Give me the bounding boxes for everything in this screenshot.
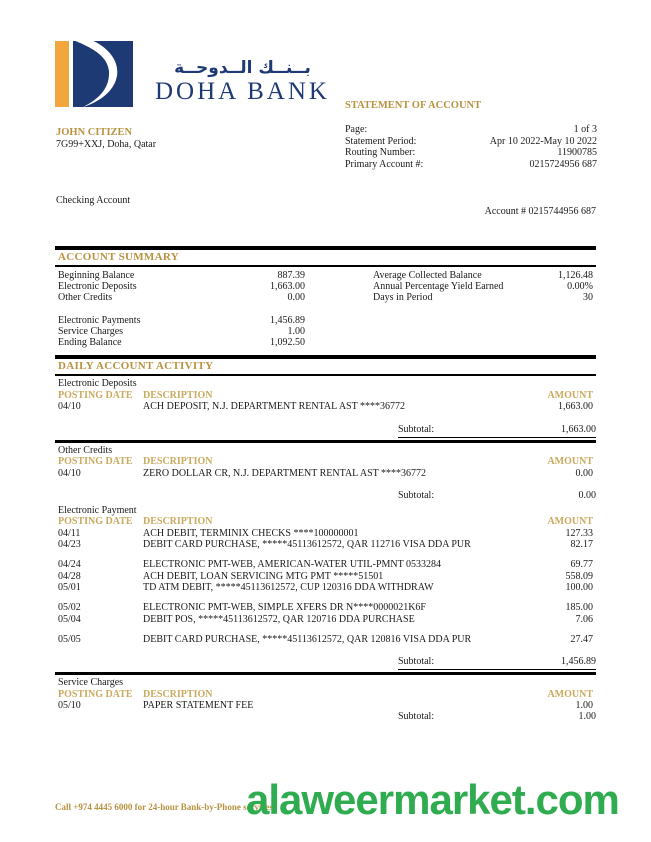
- row-date: 04/10: [58, 401, 81, 413]
- row-amount: 27.47: [570, 633, 593, 645]
- summary-row: [373, 292, 593, 303]
- transaction-rows: [55, 700, 596, 711]
- row-amount: 100.00: [565, 582, 593, 593]
- meta-primary-label: Primary Account #:: [345, 158, 424, 170]
- transaction-rows: [55, 528, 596, 645]
- row-amount: 127.33: [565, 527, 593, 539]
- statement-meta: [345, 124, 597, 170]
- row-amount: 185.00: [565, 602, 593, 614]
- subtotal-row: [55, 711, 596, 724]
- subtotal-value: 1,663.00: [561, 423, 596, 435]
- summary-row: [373, 281, 593, 292]
- summary-value: 1,663.00: [270, 281, 305, 293]
- row-description: ELECTRONIC PMT-WEB, AMERICAN-WATER UTIL-PMNT 0533284: [143, 559, 442, 571]
- row-date: 04/10: [58, 467, 81, 479]
- summary-label: Ending Balance: [58, 337, 122, 349]
- meta-period-label: Statement Period:: [345, 135, 417, 147]
- subtotal-spacer: [58, 424, 398, 438]
- col-description: DESCRIPTION: [143, 389, 213, 401]
- statement-title: STATEMENT OF ACCOUNT: [345, 100, 482, 111]
- daily-activity-title: DAILY ACCOUNT ACTIVITY: [55, 359, 596, 376]
- meta-page-label: Page:: [345, 124, 368, 135]
- row-description: PAPER STATEMENT FEE: [143, 700, 254, 712]
- customer-name: JOHN CITIZEN: [56, 127, 133, 138]
- account-type: Checking Account: [56, 195, 131, 206]
- summary-value: 1,126.48: [558, 270, 593, 281]
- summary-row: [58, 326, 305, 337]
- subtotal-value: 0.00: [578, 489, 596, 501]
- table-row: [58, 634, 593, 645]
- row-amount: 0.00: [575, 467, 593, 479]
- summary-value: 30: [583, 292, 593, 304]
- table-row: [58, 559, 593, 570]
- summary-row: [58, 292, 305, 303]
- col-amount: AMOUNT: [547, 688, 593, 700]
- section-name-service-charges: Service Charges: [58, 677, 124, 689]
- row-description: ZERO DOLLAR CR, N.J. DEPARTMENT RENTAL AST ****36772: [143, 467, 427, 479]
- summary-value: 887.39: [277, 270, 305, 281]
- summary-label: Electronic Payments: [58, 314, 141, 326]
- subtotal-spacer: [58, 490, 398, 503]
- row-description: DEBIT POS, *****45113612572, QAR 120716 DDA PURCHASE: [143, 613, 415, 625]
- summary-spacer: [58, 304, 305, 315]
- row-date: 05/01: [58, 582, 81, 593]
- row-date: 05/02: [58, 602, 81, 614]
- col-amount: AMOUNT: [547, 389, 593, 401]
- row-amount: 7.06: [575, 613, 593, 625]
- summary-row: [58, 270, 305, 281]
- meta-routing-value: 11900785: [557, 147, 597, 158]
- meta-period: [345, 136, 597, 148]
- subtotal-row: [55, 656, 596, 670]
- col-posting-date: POSTING DATE: [58, 688, 133, 700]
- bank-name-arabic: بــنــك الــدوحــة: [174, 58, 311, 78]
- account-summary: [55, 267, 596, 355]
- table-row: [58, 582, 593, 593]
- summary-left-column: [58, 270, 305, 348]
- meta-page: [345, 124, 597, 136]
- summary-row: [58, 337, 305, 348]
- subtotal-body: [398, 490, 596, 503]
- col-description: DESCRIPTION: [143, 456, 213, 468]
- summary-label: Beginning Balance: [58, 270, 135, 281]
- bank-logo-text: [155, 33, 330, 107]
- subtotal-body: [398, 711, 596, 724]
- customer-address: 7G99+XXJ, Doha, Qatar: [56, 139, 157, 150]
- row-date: 04/23: [58, 539, 81, 551]
- transaction-rows: [55, 468, 596, 479]
- bank-name: DOHA BANK: [155, 78, 330, 105]
- column-headers: [55, 456, 596, 468]
- row-description: ACH DEBIT, LOAN SERVICING MTG PMT *****51501: [143, 570, 384, 582]
- summary-row: [373, 270, 593, 281]
- summary-label: Annual Percentage Yield Earned: [373, 281, 504, 293]
- row-date: 05/10: [58, 700, 81, 712]
- row-date: 04/11: [58, 527, 81, 539]
- row-description: DEBIT CARD PURCHASE, *****45113612572, QAR 120816 VISA DDA PUR: [143, 633, 472, 645]
- row-amount: 69.77: [570, 559, 593, 571]
- col-description: DESCRIPTION: [143, 688, 213, 700]
- row-description: DEBIT CARD PURCHASE, *****45113612572, QAR 112716 VISA DDA PUR: [143, 539, 471, 551]
- row-description: ELECTRONIC PMT-WEB, SIMPLE XFERS DR N****0000021K6F: [143, 602, 426, 614]
- customer-block: [56, 127, 156, 151]
- summary-row: [58, 281, 305, 292]
- subtotal-value: 1.00: [578, 711, 596, 723]
- summary-label: Days in Period: [373, 292, 433, 304]
- subtotal-value: 1,456.89: [561, 656, 596, 668]
- row-date: 04/24: [58, 559, 81, 571]
- column-headers: [55, 689, 596, 701]
- row-amount: 82.17: [570, 539, 593, 551]
- subtotal-label: Subtotal:: [398, 423, 435, 435]
- subtotal-row: [55, 490, 596, 503]
- summary-label: Electronic Deposits: [58, 281, 137, 293]
- table-row: [58, 571, 593, 582]
- section-name-electronic-payment: Electronic Payment: [58, 504, 137, 516]
- subtotal-row: [55, 424, 596, 438]
- table-row: [58, 528, 593, 539]
- account-number: Account # 0215744956 687: [484, 206, 596, 217]
- summary-label: Average Collected Balance: [373, 270, 482, 281]
- table-row: [58, 602, 593, 613]
- row-description: TD ATM DEBIT, *****45113612572, CUP 120316 DDA WITHDRAW: [143, 582, 434, 593]
- subtotal-body: [398, 424, 596, 438]
- table-row: [58, 614, 593, 625]
- subtotal-body: [398, 656, 596, 670]
- subtotal-label: Subtotal:: [398, 711, 435, 723]
- row-date: 05/05: [58, 633, 81, 645]
- summary-value: 1,456.89: [270, 314, 305, 326]
- col-amount: AMOUNT: [547, 456, 593, 468]
- table-row: [58, 401, 593, 412]
- col-description: DESCRIPTION: [143, 516, 213, 528]
- row-description: ACH DEPOSIT, N.J. DEPARTMENT RENTAL AST ****36772: [143, 401, 406, 413]
- col-posting-date: POSTING DATE: [58, 389, 133, 401]
- row-amount: 1,663.00: [558, 401, 593, 413]
- summary-label: Service Charges: [58, 325, 124, 337]
- subtotal-label: Subtotal:: [398, 656, 435, 668]
- meta-primary-account: [345, 159, 597, 171]
- subtotal-label: Subtotal:: [398, 489, 435, 501]
- row-date: 05/04: [58, 613, 81, 625]
- table-row: [58, 700, 593, 711]
- column-headers: [55, 390, 596, 402]
- summary-right-column: [373, 270, 593, 348]
- summary-value: 0.00: [287, 292, 305, 304]
- bank-logo: [55, 33, 330, 107]
- col-posting-date: POSTING DATE: [58, 516, 133, 528]
- statement-body: [55, 246, 596, 724]
- table-row: [58, 468, 593, 479]
- row-amount: 1.00: [575, 700, 593, 712]
- summary-value: 1.00: [287, 325, 305, 337]
- col-posting-date: POSTING DATE: [58, 456, 133, 468]
- account-summary-title: ACCOUNT SUMMARY: [55, 250, 596, 267]
- doha-bank-logo-icon: [55, 33, 143, 107]
- summary-row: [58, 315, 305, 326]
- meta-routing-label: Routing Number:: [345, 147, 416, 158]
- col-amount: AMOUNT: [547, 516, 593, 528]
- row-description: ACH DEBIT, TERMINIX CHECKS ****100000001: [143, 527, 359, 539]
- section-name-electronic-deposits: Electronic Deposits: [58, 378, 137, 390]
- column-headers: [55, 516, 596, 528]
- row-date: 04/28: [58, 570, 81, 582]
- summary-value: 0.00%: [567, 281, 593, 293]
- subtotal-spacer: [58, 656, 398, 670]
- meta-page-value: 1 of 3: [573, 124, 597, 135]
- subtotal-spacer: [58, 711, 398, 724]
- row-amount: 558.09: [565, 570, 593, 582]
- transaction-rows: [55, 401, 596, 412]
- meta-primary-value: 0215724956 687: [529, 158, 597, 170]
- section-name-other-credits: Other Credits: [58, 444, 113, 456]
- table-row: [58, 539, 593, 550]
- footer-phone-line: Call +974 4445 6000 for 24-hour Bank-by-Phone services: [55, 802, 274, 812]
- meta-routing: [345, 147, 597, 159]
- summary-value: 1,092.50: [270, 337, 305, 349]
- watermark-text: alaweermarket.com: [246, 776, 619, 823]
- meta-period-value: Apr 10 2022-May 10 2022: [489, 135, 597, 147]
- summary-label: Other Credits: [58, 292, 113, 304]
